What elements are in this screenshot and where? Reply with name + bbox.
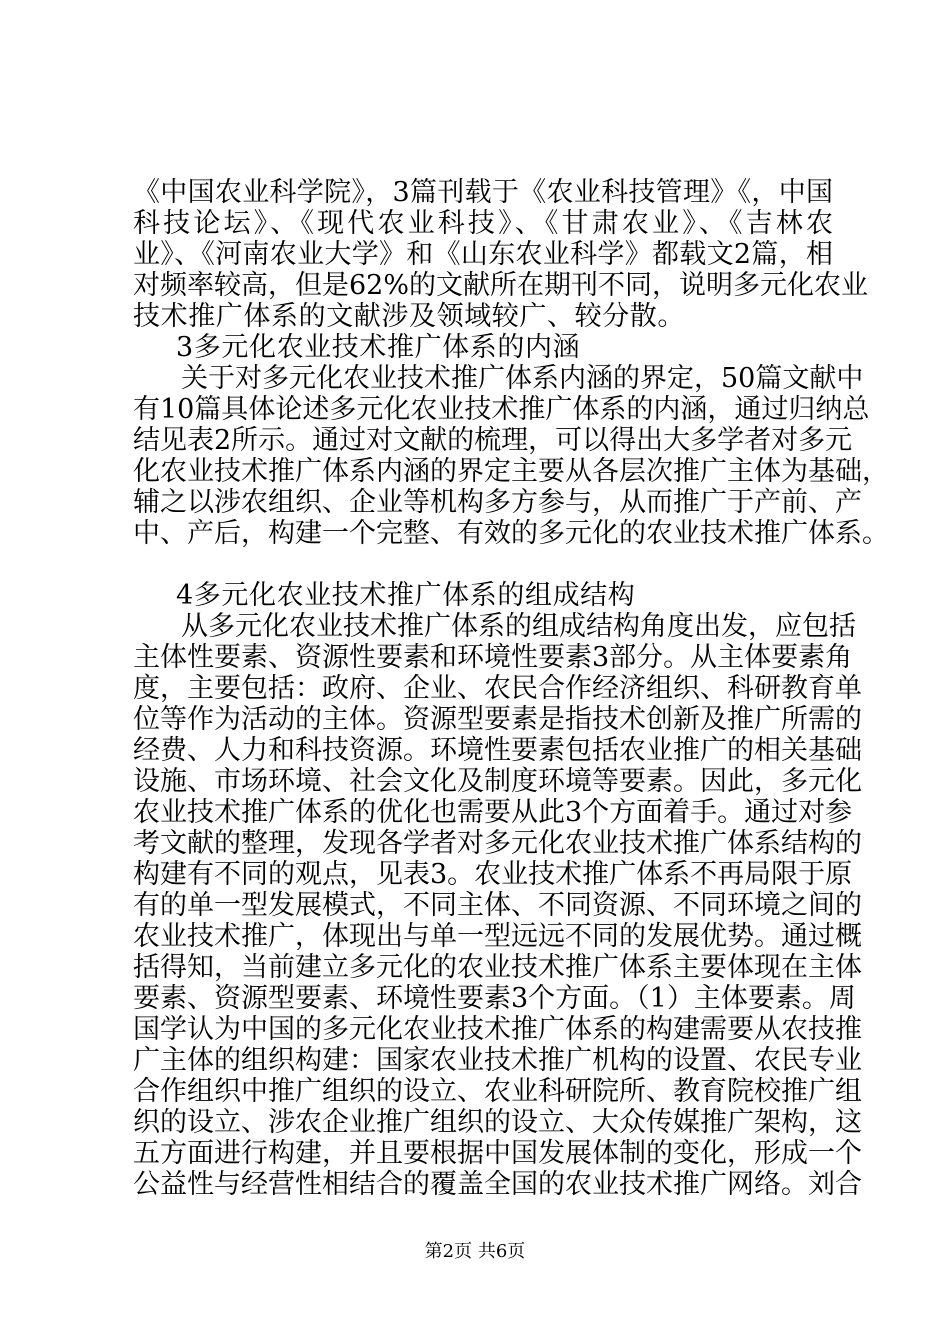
- text-line: 考文献的整理，发现各学者对多元化农业技术推广体系结构的: [133, 828, 862, 859]
- text-line: 农业技术推广，体现出与单一型远远不同的发展优势。通过概: [133, 921, 862, 952]
- text-line: 公益性与经营性相结合的覆盖全国的农业技术推广网络。刘合: [133, 1169, 862, 1200]
- page-number: 第2页 共6页: [424, 1241, 526, 1262]
- text-line: 辅之以涉农组织、企业等机构多方参与，从而推广于产前、产: [133, 487, 862, 518]
- text-line: 国学认为中国的多元化农业技术推广体系的构建需要从农技推: [133, 1014, 862, 1045]
- text-line: 从多元化农业技术推广体系的组成结构角度出发，应包括: [181, 611, 856, 642]
- text-line: 对频率较高，但是62%的文献所在期刊不同，说明多元化农业: [133, 270, 869, 301]
- text-line: 要素、资源型要素、环境性要素3个方面。（1）主体要素。周: [133, 983, 856, 1014]
- text-line: 化农业技术推广体系内涵的界定主要从各层次推广主体为基础，: [133, 456, 889, 487]
- text-line: 主体性要素、资源性要素和环境性要素3部分。从主体要素角: [133, 642, 853, 673]
- page-footer: [0, 1241, 950, 1263]
- text-line: 有10篇具体论述多元化农业技术推广体系的内涵，通过归纳总: [133, 394, 870, 425]
- text-line: 结见表2所示。通过对文献的梳理，可以得出大多学者对多元: [133, 425, 853, 456]
- text-line: 关于对多元化农业技术推广体系内涵的界定，50篇文献中: [181, 363, 864, 394]
- text-line: 业》、《河南农业大学》和《山东农业科学》都载文2篇，相: [133, 239, 833, 270]
- text-line: 构建有不同的观点，见表3。农业技术推广体系不再局限于原: [133, 859, 853, 890]
- text-line: 织的设立、涉农企业推广组织的设立、大众传媒推广架构，这: [133, 1107, 862, 1138]
- text-line: 合作组织中推广组织的设立、农业科研院所、教育院校推广组: [133, 1076, 862, 1107]
- text-line: 有的单一型发展模式，不同主体、不同资源、不同环境之间的: [133, 890, 862, 921]
- text-line: 经费、人力和科技资源。环境性要素包括农业推广的相关基础: [133, 735, 862, 766]
- text-line: 中、产后，构建一个完整、有效的多元化的农业技术推广体系。: [133, 518, 889, 549]
- text-line: 设施、市场环境、社会文化及制度环境等要素。因此，多元化: [133, 766, 862, 797]
- text-line: 技术推广体系的文献涉及领域较广、较分散。: [133, 301, 685, 332]
- section-heading: 4多元化农业技术推广体系的组成结构: [176, 580, 636, 611]
- text-line: 度，主要包括：政府、企业、农民合作经济组织、科研教育单: [133, 673, 862, 704]
- text-line: 《中国农业科学院》，3篇刊载于《农业科技管理》《，中国: [133, 177, 833, 208]
- text-line: 位等作为活动的主体。资源型要素是指技术创新及推广所需的: [133, 704, 862, 735]
- text-line: 农业技术推广体系的优化也需要从此3个方面着手。通过对参: [133, 797, 853, 828]
- text-line: 科技论坛》、《现代农业科技》、《甘肃农业》、《吉林农: [133, 208, 833, 239]
- text-line: 广主体的组织构建：国家农业技术推广机构的设置、农民专业: [133, 1045, 862, 1076]
- section-heading: 3多元化农业技术推广体系的内涵: [176, 332, 581, 363]
- text-line: 五方面进行构建，并且要根据中国发展体制的变化，形成一个: [133, 1138, 862, 1169]
- text-line: 括得知，当前建立多元化的农业技术推广体系主要体现在主体: [133, 952, 862, 983]
